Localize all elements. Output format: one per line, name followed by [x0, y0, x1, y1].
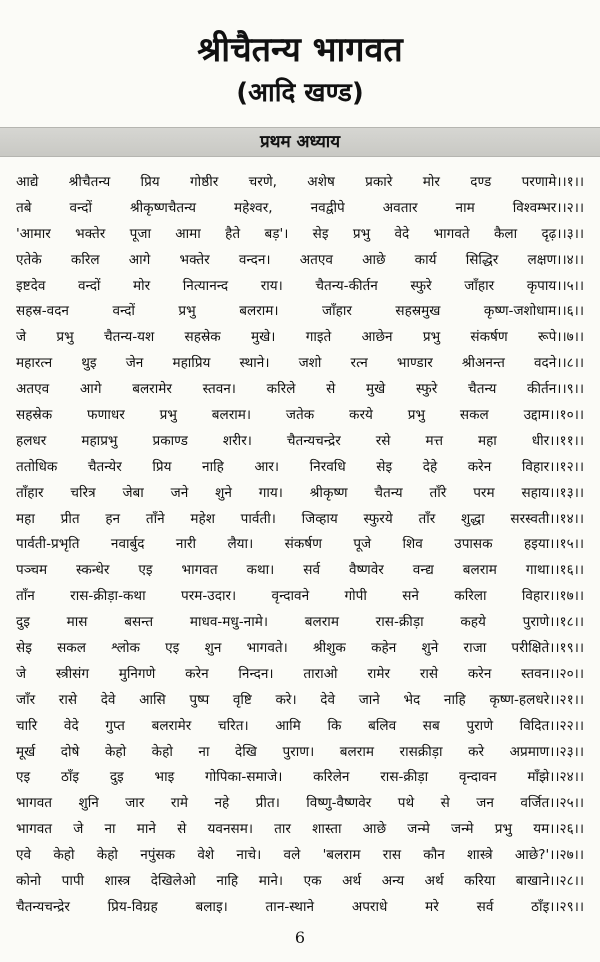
- verse-line: सहस्रेक फणाधर प्रभु बलराम। जतेक करये प्रभु सकल उद्दाम।।१०।।: [16, 407, 584, 424]
- chapter-heading-band: [0, 127, 600, 157]
- verse-line: सहस्र-वदन वन्दों प्रभु बलराम। जाँहार सहस्रमुख कृष्ण-जशोधाम।।६।।: [16, 303, 584, 320]
- verse-line: एवे केहो केहो नपुंसक वेशे नाचे। वले 'बलराम रास कौन शास्त्रे आछे?'।।२७।।: [16, 847, 584, 864]
- book-subtitle: (आदि खण्ड): [236, 78, 364, 108]
- verse-line: महारत्न थुइ जेन महाप्रिय स्थाने। जशो रत्न भाण्डार श्रीअनन्त वदने।।८।।: [16, 355, 584, 372]
- verse-line: भागवत शुनि जार रामे नहे प्रीत। विष्णु-वैष्णवेर पथे से जन वर्जित।।२५।।: [16, 795, 584, 812]
- verse-line: जे प्रभु चैतन्य-यश सहस्रेक मुखे। गाइते आछेन प्रभु संकर्षण रूपे।।७।।: [16, 329, 584, 346]
- book-title: श्रीचैतन्य भागवत: [197, 30, 403, 70]
- verse-line: पार्वती-प्रभृति नवार्बुद नारी लैया। संकर्षण पूजे शिव उपासक हइया।।१५।।: [16, 536, 584, 553]
- verse-line: भागवत जे ना माने से यवनसम। तार शास्ता आछे जन्मे जन्मे प्रभु यम।।२६।।: [16, 821, 584, 838]
- verse-line: मूर्ख दोषे केहो केहो ना देखि पुराण। बलराम रासक्रीड़ा करे अप्रमाण।।२३।।: [16, 743, 584, 760]
- verse-line: तबे वन्दों श्रीकृष्णचैतन्य महेश्वर, नवद्वीपे अवतार नाम विश्वम्भर।।२।।: [16, 199, 584, 216]
- verse-line: चारि वेदे गुप्त बलरामेर चरित। आमि कि बलिव सब पुराणे विदित।।२२।।: [16, 717, 584, 734]
- verse-line: दुइ मास बसन्त माधव-मधु-नामे। बलराम रास-क्रीड़ा कहये पुराणे।।१८।।: [16, 614, 584, 631]
- verse-line: जाँर रासे देवे आसि पुष्प वृष्टि करे। देवे जाने भेद नाहि कृष्ण-हलधरे।।२१।।: [16, 691, 584, 708]
- verse-line: ततोधिक चैतन्येर प्रिय नाहि आर। निरवधि सेइ देहे करेन विहार।।१२।।: [16, 458, 584, 475]
- verse-line: जे स्त्रीसंग मुनिगणे करेन निन्दन। ताराओ रामेर रासे करेन स्तवन।।२०।।: [16, 665, 584, 682]
- verse-line: इष्टदेव वन्दों मोर नित्यानन्द राय। चैतन्य-कीर्तन स्फुरे जाँहार कृपाय।।५।।: [16, 277, 584, 294]
- verse-line: ताँन रास-क्रीड़ा-कथा परम-उदार। वृन्दावने गोपी सने करिला विहार।।१७।।: [16, 588, 584, 605]
- verse-line: अतएव आगे बलरामेर स्तवन। करिले से मुखे स्फुरे चैतन्य कीर्तन।।९।।: [16, 381, 584, 398]
- page-number: 6: [294, 928, 306, 947]
- chapter-title: प्रथम अध्याय: [259, 132, 341, 152]
- verse-list: [16, 170, 584, 921]
- verse-line: 'आमार भक्तेर पूजा आमा हैते बड़'। सेइ प्रभु वेदे भागवते कैला दृढ़।।३।।: [16, 225, 584, 242]
- verse-line: एइ ठाँइ दुइ भाइ गोपिका-समाजे। करिलेन रास-क्रीड़ा वृन्दावन माँझे।।२४।।: [16, 769, 584, 786]
- verse-line: हलधर महाप्रभु प्रकाण्ड शरीर। चैतन्यचन्द्रेर रसे मत्त महा धीर।।११।।: [16, 432, 584, 449]
- verse-line: एतेके करिल आगे भक्तेर वन्दन। अतएव आछे कार्य सिद्धिर लक्षण।।४।।: [16, 251, 584, 268]
- verse-line: चैतन्यचन्द्रेर प्रिय-विग्रह बलाइ। तान-स्थाने अपराधे मरे सर्व ठाँइ।।२९।।: [16, 898, 584, 915]
- verse-line: कोनो पापी शास्त्र देखिलेओ नाहि माने। एक अर्थ अन्य अर्थ करिया बाखाने।।२८।।: [16, 873, 584, 890]
- verse-line: सेइ सकल श्लोक एइ शुन भागवते। श्रीशुक कहेन शुने राजा परीक्षिते।।१९।।: [16, 640, 584, 657]
- verse-line: ताँहार चरित्र जेबा जने शुने गाय। श्रीकृष्ण चैतन्य ताँरे परम सहाय।।१३।।: [16, 484, 584, 501]
- verse-line: आद्ये श्रीचैतन्य प्रिय गोष्ठीर चरणे, अशेष प्रकारे मोर दण्ड परणामे।।१।।: [16, 174, 584, 190]
- verse-line: महा प्रीत हन ताँने महेश पार्वती। जिव्हाय स्फुरये ताँर शुद्धा सरस्वती।।१४।।: [16, 510, 584, 527]
- verse-line: पञ्चम स्कन्धेर एइ भागवत कथा। सर्व वैष्णवेर वन्द्य बलराम गाथा।।१६।।: [16, 562, 584, 579]
